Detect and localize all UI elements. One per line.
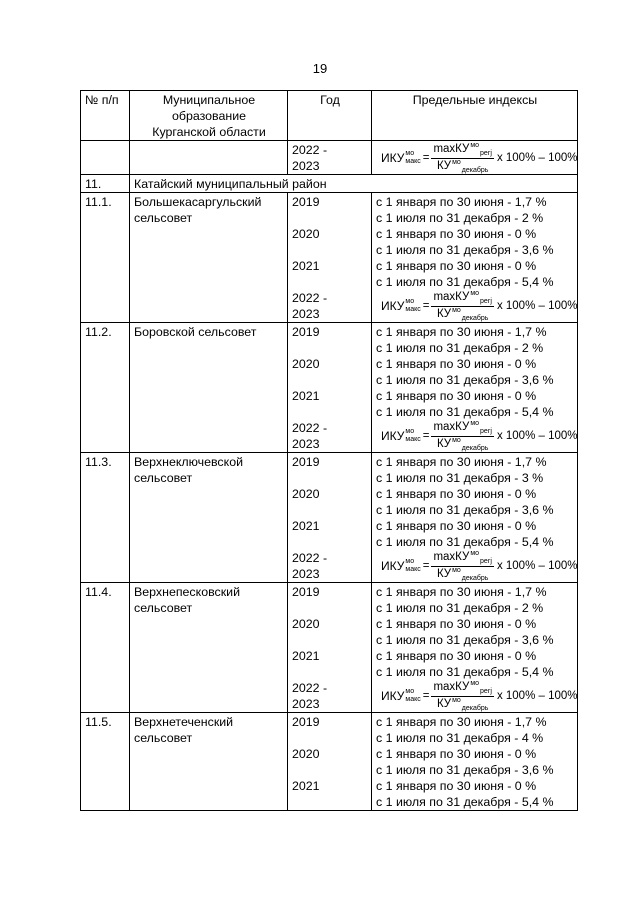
index-line: с 1 июля по 31 декабря - 3,6 % xyxy=(376,763,554,777)
index-line: с 1 июля по 31 декабря - 3,6 % xyxy=(376,373,554,387)
header-municipality xyxy=(130,91,288,141)
year-gap xyxy=(292,210,368,226)
section-number: 11. xyxy=(81,175,130,193)
cell-year xyxy=(288,583,372,713)
formula-denominator xyxy=(437,437,489,453)
year-gap xyxy=(292,470,368,486)
formula-lhs-indices xyxy=(405,688,420,704)
formula-den-sup: мо xyxy=(452,306,461,314)
formula-fraction xyxy=(431,420,493,453)
index-formula xyxy=(376,549,578,582)
page-number: 19 xyxy=(312,61,328,76)
formula-numerator xyxy=(431,420,493,437)
formula-num-sub: peгj xyxy=(480,557,492,565)
formula-denominator xyxy=(437,567,489,583)
formula-lhs: ИКУ xyxy=(381,689,405,703)
header-year: Год xyxy=(288,91,372,141)
year-line: 2023 xyxy=(292,567,320,581)
year-gap xyxy=(292,242,368,258)
year-line: 2022 - xyxy=(292,681,328,695)
formula-num-sub: peгj xyxy=(480,297,492,305)
formula-den-sub: декабрь xyxy=(461,574,489,582)
formula-numerator xyxy=(431,142,493,159)
header-municipality-line: образование xyxy=(171,109,247,123)
year-line: 2022 - xyxy=(292,421,328,435)
formula-den-text: КУ xyxy=(436,437,452,450)
index-formula xyxy=(376,679,578,712)
index-line: с 1 января по 30 июня - 0 % xyxy=(376,747,537,761)
cell-number: 11.5. xyxy=(81,713,130,811)
year-gap xyxy=(292,502,368,518)
formula-den-sub: декабрь xyxy=(461,704,489,712)
index-line: с 1 июля по 31 декабря - 3,6 % xyxy=(376,503,554,517)
table-row xyxy=(81,583,578,713)
formula-den-sub: декабрь xyxy=(461,444,489,452)
index-line: с 1 июля по 31 декабря - 2 % xyxy=(376,601,544,615)
formula-lhs-sub: макс xyxy=(405,566,421,573)
municipality-name-line: сельсовет xyxy=(134,601,193,615)
year-gap xyxy=(292,274,368,290)
cell-number: 11.1. xyxy=(81,193,130,323)
cell-number: 11.2. xyxy=(81,323,130,453)
cell-municipality xyxy=(130,193,288,323)
index-line: с 1 января по 30 июня - 1,7 % xyxy=(376,715,547,729)
cell-indices xyxy=(372,141,578,175)
year-line: 2019 xyxy=(292,325,320,339)
formula-den-sup: мо xyxy=(452,696,461,704)
formula-den-sub: декабрь xyxy=(461,166,489,174)
year-line: 2019 xyxy=(292,195,320,209)
year-line: 2022 - xyxy=(292,291,328,305)
index-line: с 1 июля по 31 декабря - 4 % xyxy=(376,731,544,745)
year-line: 2021 xyxy=(292,259,320,273)
year-gap xyxy=(292,404,368,420)
formula-tail: х 100% – 100% xyxy=(496,560,578,572)
formula-num-sup: мо xyxy=(470,289,480,297)
formula-num-text: maxКУ xyxy=(433,290,470,303)
formula-equals: = xyxy=(422,430,430,442)
tariff-index-table xyxy=(80,90,578,811)
index-line: с 1 июля по 31 декабря - 5,4 % xyxy=(376,405,554,419)
formula-lhs-sup: мо xyxy=(405,558,415,565)
year-line: 2020 xyxy=(292,357,320,371)
year-line: 2020 xyxy=(292,227,320,241)
formula-num-sub: peгj xyxy=(480,427,492,435)
year-line: 2020 xyxy=(292,487,320,501)
formula-lhs-indices xyxy=(405,428,420,444)
formula-num-text: maxКУ xyxy=(433,142,470,155)
year-line: 2021 xyxy=(292,649,320,663)
formula-fraction xyxy=(431,680,493,713)
formula-numerator xyxy=(431,550,493,567)
formula-tail: х 100% – 100% xyxy=(496,690,578,702)
cell-indices xyxy=(372,323,578,453)
cell-municipality xyxy=(130,583,288,713)
formula-lhs-sub: макс xyxy=(405,306,421,313)
section-title: Катайский муниципальный район xyxy=(130,175,578,193)
formula-den-sup: мо xyxy=(452,436,461,444)
formula-num-sup: мо xyxy=(470,141,480,149)
year-gap xyxy=(292,534,368,550)
section-row xyxy=(81,175,578,193)
header-number: № п/п xyxy=(81,91,130,141)
formula-denominator xyxy=(437,159,489,175)
formula-tail: х 100% – 100% xyxy=(496,152,578,164)
year-line: 2019 xyxy=(292,585,320,599)
municipality-name-line: Верхнепесковский xyxy=(134,585,240,599)
index-line: с 1 января по 30 июня - 1,7 % xyxy=(376,455,547,469)
formula-den-text: КУ xyxy=(436,307,452,320)
header-municipality-line: Муниципальное xyxy=(162,93,256,107)
cell-year xyxy=(288,193,372,323)
formula-lhs-indices xyxy=(405,150,420,166)
cell-year xyxy=(288,453,372,583)
formula-lhs-sup: мо xyxy=(405,150,415,157)
formula-denominator xyxy=(437,697,489,713)
formula-lhs-indices xyxy=(405,298,420,314)
formula-lhs-sup: мо xyxy=(405,298,415,305)
table-row xyxy=(81,141,578,175)
municipality-name-line: сельсовет xyxy=(134,731,193,745)
formula-lhs: ИКУ xyxy=(381,429,405,443)
year-gap xyxy=(292,762,368,778)
formula-num-text: maxКУ xyxy=(433,680,470,693)
year-gap xyxy=(292,372,368,388)
formula-fraction xyxy=(431,142,493,175)
year-line: 2023 xyxy=(292,307,320,321)
index-line: с 1 января по 30 июня - 0 % xyxy=(376,259,537,273)
year-gap xyxy=(292,340,368,356)
index-line: с 1 июля по 31 декабря - 5,4 % xyxy=(376,535,554,549)
index-line: с 1 июля по 31 декабря - 3,6 % xyxy=(376,633,554,647)
formula-lhs: ИКУ xyxy=(381,299,405,313)
formula-lhs: ИКУ xyxy=(381,559,405,573)
formula-lhs-sub: макс xyxy=(405,158,421,165)
year-line: 2019 xyxy=(292,455,320,469)
index-formula xyxy=(376,289,578,322)
municipality-name-line: сельсовет xyxy=(134,211,193,225)
year-line: 2022 - xyxy=(292,143,328,157)
index-line: с 1 января по 30 июня - 0 % xyxy=(376,649,537,663)
formula-den-text: КУ xyxy=(436,697,452,710)
index-line: с 1 января по 30 июня - 0 % xyxy=(376,487,537,501)
municipality-name-line: сельсовет xyxy=(134,471,193,485)
table-header-row xyxy=(81,91,578,141)
municipality-name-line: Боровской сельсовет xyxy=(134,325,257,339)
formula-denominator xyxy=(437,307,489,323)
year-gap xyxy=(292,600,368,616)
index-line: с 1 января по 30 июня - 0 % xyxy=(376,227,537,241)
formula-lhs-sup: мо xyxy=(405,688,415,695)
formula-fraction xyxy=(431,290,493,323)
formula-equals: = xyxy=(422,300,430,312)
formula-equals: = xyxy=(422,560,430,572)
cell-year xyxy=(288,323,372,453)
cell-indices xyxy=(372,713,578,811)
index-formula xyxy=(376,141,578,174)
index-line: с 1 июля по 31 декабря - 5,4 % xyxy=(376,795,554,809)
formula-num-sub: peгj xyxy=(480,149,492,157)
index-line: с 1 января по 30 июня - 1,7 % xyxy=(376,195,547,209)
index-line: с 1 июля по 31 декабря - 3,6 % xyxy=(376,243,554,257)
cell-number: 11.3. xyxy=(81,453,130,583)
year-line: 2022 - xyxy=(292,551,328,565)
cell-year xyxy=(288,141,372,175)
formula-den-text: КУ xyxy=(436,567,452,580)
cell-municipality xyxy=(130,453,288,583)
year-line: 2023 xyxy=(292,437,320,451)
year-line: 2021 xyxy=(292,389,320,403)
index-line: с 1 января по 30 июня - 0 % xyxy=(376,519,537,533)
cell-indices xyxy=(372,193,578,323)
index-line: с 1 июля по 31 декабря - 3 % xyxy=(376,471,544,485)
table-row xyxy=(81,453,578,583)
index-line: с 1 июля по 31 декабря - 5,4 % xyxy=(376,665,554,679)
table-row xyxy=(81,713,578,811)
cell-municipality xyxy=(130,323,288,453)
index-line: с 1 июля по 31 декабря - 2 % xyxy=(376,341,544,355)
index-line: с 1 января по 30 июня - 0 % xyxy=(376,357,537,371)
year-gap xyxy=(292,664,368,680)
formula-lhs-sub: макс xyxy=(405,436,421,443)
formula-num-sup: мо xyxy=(470,549,480,557)
formula-fraction xyxy=(431,550,493,583)
formula-num-sup: мо xyxy=(470,419,480,427)
municipality-name-line: Верхнетеченский xyxy=(134,715,234,729)
year-gap xyxy=(292,730,368,746)
header-indices: Предельные индексы xyxy=(372,91,578,141)
formula-tail: х 100% – 100% xyxy=(496,430,578,442)
index-line: с 1 января по 30 июня - 1,7 % xyxy=(376,325,547,339)
cell-number xyxy=(81,141,130,175)
year-gap xyxy=(292,632,368,648)
index-line: с 1 января по 30 июня - 0 % xyxy=(376,617,537,631)
formula-num-sup: мо xyxy=(470,679,480,687)
formula-numerator xyxy=(431,290,493,307)
formula-num-text: maxКУ xyxy=(433,420,470,433)
year-line: 2023 xyxy=(292,159,320,173)
cell-municipality xyxy=(130,141,288,175)
formula-num-sub: peгj xyxy=(480,687,492,695)
year-line: 2021 xyxy=(292,779,320,793)
formula-equals: = xyxy=(422,690,430,702)
formula-lhs: ИКУ xyxy=(381,151,405,165)
index-line: с 1 июля по 31 декабря - 2 % xyxy=(376,211,544,225)
formula-lhs-sub: макс xyxy=(405,696,421,703)
formula-lhs-sup: мо xyxy=(405,428,415,435)
cell-year xyxy=(288,713,372,811)
cell-municipality xyxy=(130,713,288,811)
index-line: с 1 июля по 31 декабря - 5,4 % xyxy=(376,275,554,289)
formula-den-sup: мо xyxy=(452,158,461,166)
index-formula xyxy=(376,419,578,452)
year-line: 2020 xyxy=(292,617,320,631)
cell-indices xyxy=(372,583,578,713)
header-municipality-line: Курганской области xyxy=(152,125,266,139)
index-line: с 1 января по 30 июня - 0 % xyxy=(376,389,537,403)
formula-equals: = xyxy=(422,152,430,164)
formula-lhs-indices xyxy=(405,558,420,574)
year-line: 2023 xyxy=(292,697,320,711)
index-line: с 1 января по 30 июня - 0 % xyxy=(376,779,537,793)
year-line: 2021 xyxy=(292,519,320,533)
year-line: 2020 xyxy=(292,747,320,761)
formula-den-sub: декабрь xyxy=(461,314,489,322)
formula-tail: х 100% – 100% xyxy=(496,300,578,312)
formula-den-sup: мо xyxy=(452,566,461,574)
table-row xyxy=(81,193,578,323)
municipality-name-line: Верхнеключевской xyxy=(134,455,244,469)
year-line: 2019 xyxy=(292,715,320,729)
municipality-name-line: Большекасаргульский xyxy=(134,195,262,209)
index-line: с 1 января по 30 июня - 1,7 % xyxy=(376,585,547,599)
table-row xyxy=(81,323,578,453)
cell-indices xyxy=(372,453,578,583)
cell-number: 11.4. xyxy=(81,583,130,713)
formula-den-text: КУ xyxy=(436,159,452,172)
formula-numerator xyxy=(431,680,493,697)
formula-num-text: maxКУ xyxy=(433,550,470,563)
